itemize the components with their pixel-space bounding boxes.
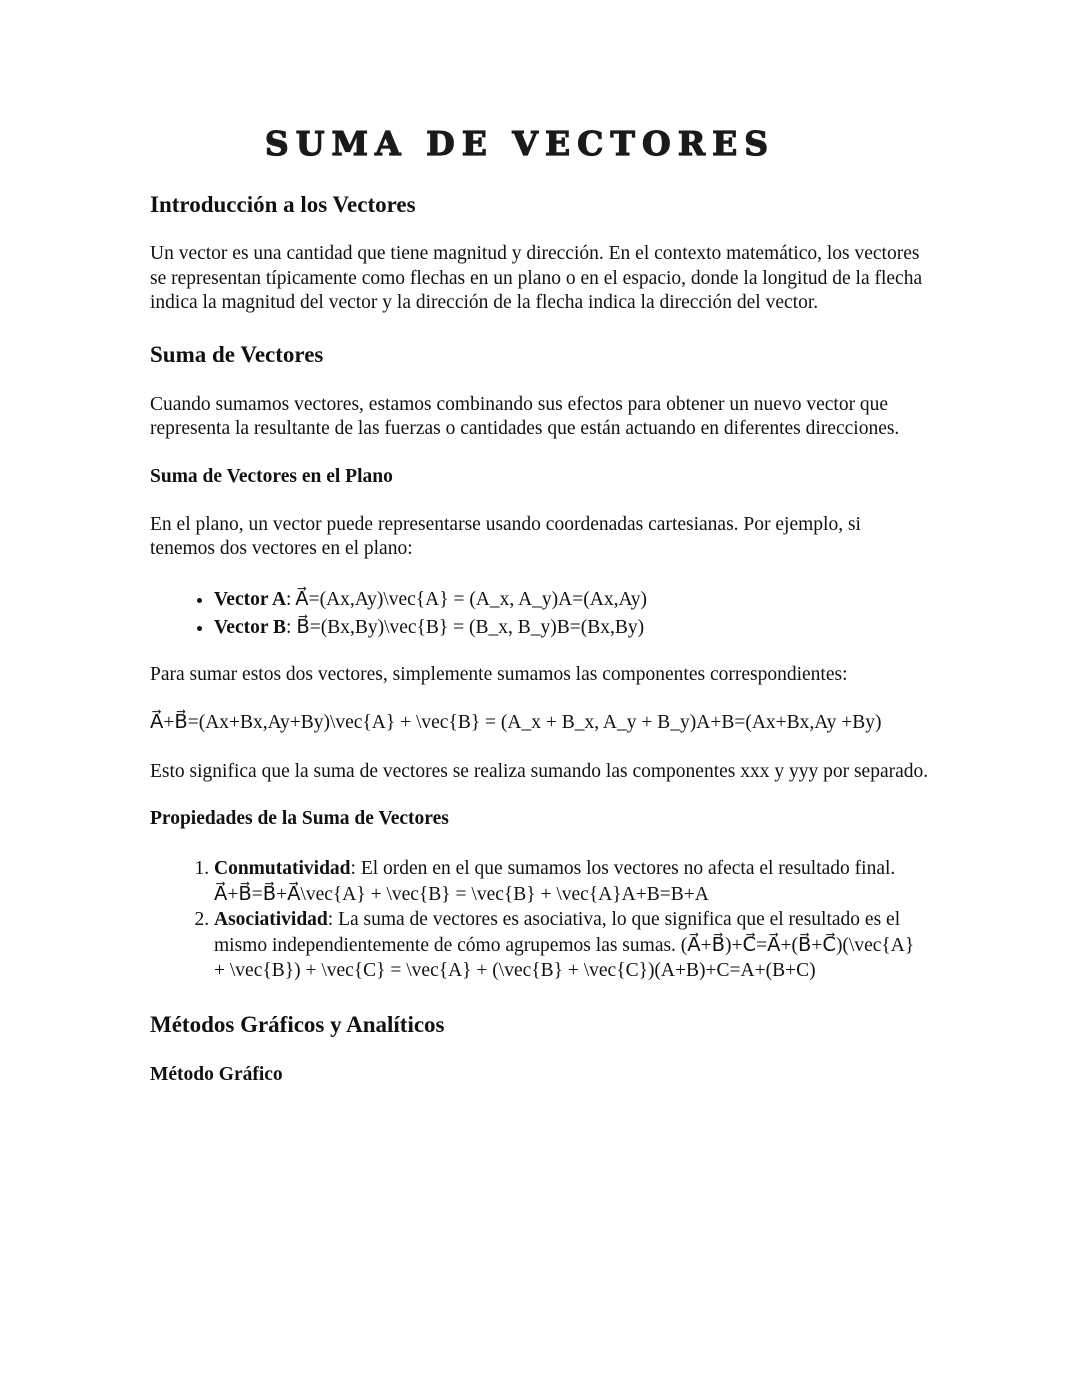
heading-intro: Introducción a los Vectores bbox=[150, 192, 416, 217]
label-separator: : bbox=[350, 858, 361, 879]
paragraph-intro: Un vector es una cantidad que tiene magnitud y dirección. En el contexto matemático, los vectores se representan típicamente como flechas en un plano o en el espacio, donde la longitud de la flecha indica la magnitud del vector y la dirección de la flecha indica la dirección del vector. bbox=[150, 243, 923, 313]
vector-list bbox=[150, 586, 930, 642]
sum-formula: A⃗+B⃗=(Ax+Bx,Ay+By)\vec{A} + \vec{B} = (A_x + B_x, A_y + B_y)A+B=(Ax+Bx,Ay +By) bbox=[150, 712, 882, 733]
property-label: Conmutatividad bbox=[214, 858, 351, 879]
property-text: La suma de vectores es asociativa, lo que significa que el resultado es el mismo independientemente de cómo agrupemos las sumas. (A⃗+B⃗)+C⃗=A⃗+(B⃗+C⃗)(\vec{A} + \vec{B}) + \vec{C} = \vec{A} + (\vec{B} + \vec{C})(A+B)+C=A+(B+C) bbox=[214, 909, 915, 981]
list-item bbox=[214, 856, 930, 907]
heading-plano: Suma de Vectores en el Plano bbox=[150, 465, 393, 487]
properties-list bbox=[150, 856, 930, 984]
heading-propiedades: Propiedades de la Suma de Vectores bbox=[150, 808, 449, 829]
list-item bbox=[214, 907, 930, 984]
list-item bbox=[214, 614, 930, 642]
property-text: El orden en el que sumamos los vectores no afecta el resultado final. A⃗+B⃗=B⃗+A⃗\vec{A} + \vec{B} = \vec{B} + \vec{A}A+B=B+A bbox=[214, 858, 896, 905]
paragraph-plano: En el plano, un vector puede representarse usando coordenadas cartesianas. Por ejemplo, si tenemos dos vectores en el plano: bbox=[150, 513, 861, 559]
document-page bbox=[150, 118, 930, 1088]
label-separator: : bbox=[286, 588, 296, 610]
list-item bbox=[214, 586, 930, 614]
paragraph-sum-intro: Para sumar estos dos vectores, simplemente sumamos las componentes correspondientes: bbox=[150, 663, 848, 685]
vector-label: Vector B bbox=[214, 616, 287, 638]
label-separator: : bbox=[327, 909, 339, 930]
paragraph-suma: Cuando sumamos vectores, estamos combinando sus efectos para obtener un nuevo vector que representa la resultante de las fuerzas o cantidades que están actuando en diferentes direcciones. bbox=[150, 393, 900, 439]
paragraph-conclusion: Esto significa que la suma de vectores se realiza sumando las componentes xxx y yyy por separado. bbox=[150, 760, 929, 782]
vector-formula: A⃗=(Ax,Ay)\vec{A} = (A_x, A_y)A=(Ax,Ay) bbox=[295, 588, 647, 610]
heading-metodo-grafico: Método Gráfico bbox=[150, 1063, 283, 1085]
document-title: SUMA DE VECTORES bbox=[264, 124, 776, 163]
heading-suma: Suma de Vectores bbox=[150, 341, 324, 367]
label-separator: : bbox=[286, 616, 297, 638]
property-label: Asociatividad bbox=[214, 909, 328, 930]
vector-label: Vector A bbox=[214, 588, 287, 610]
vector-formula: B⃗=(Bx,By)\vec{B} = (B_x, B_y)B=(Bx,By) bbox=[296, 616, 645, 638]
heading-metodos: Métodos Gráficos y Analíticos bbox=[150, 1011, 445, 1037]
